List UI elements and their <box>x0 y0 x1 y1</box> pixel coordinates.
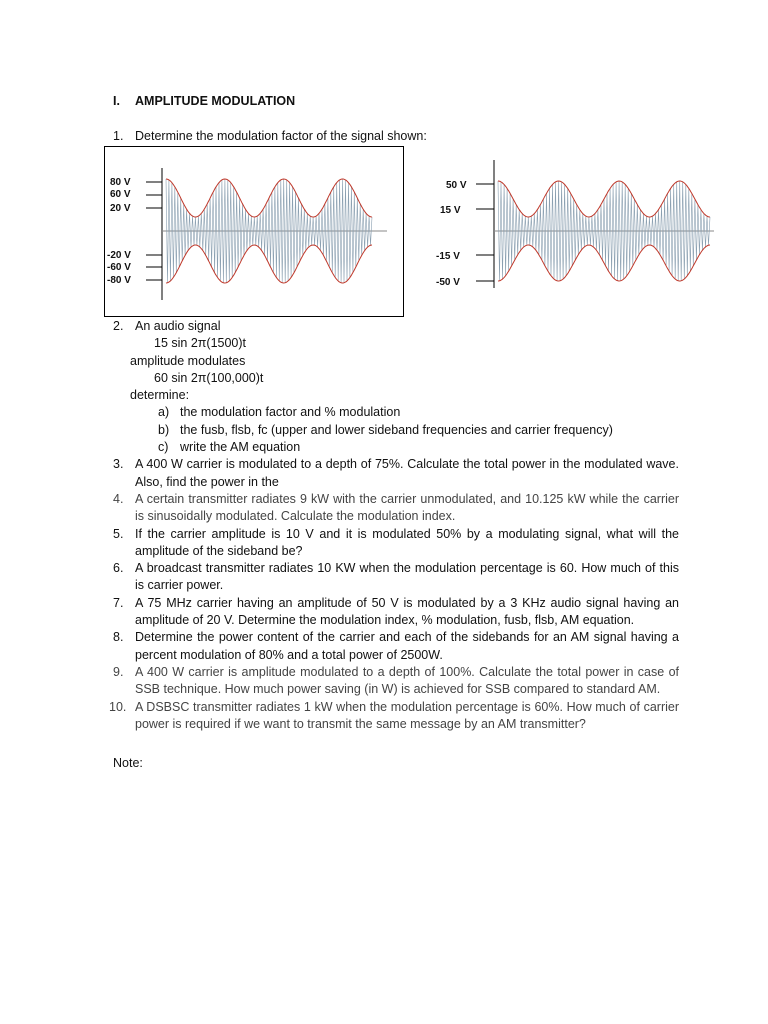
question-number: 9. <box>113 664 124 679</box>
question-2 <box>113 318 679 335</box>
question-number: 5. <box>113 526 124 541</box>
question-list <box>109 318 679 733</box>
question-text: A DSBSC transmitter radiates 1 kW when the modulation percentage is 60%. How much of carrier power is required if we want to transmit the same message by an AM transmitter? <box>135 699 679 731</box>
sub-letter: c) <box>158 440 169 455</box>
tick-label-neg50: -50 V <box>436 277 460 288</box>
question-text: A certain transmitter radiates 9 kW with the carrier unmodulated, and 10.125 kW while the carrier is sinusoidally modulated. Calculate the modulation index. <box>135 491 679 524</box>
section-number: I. <box>113 94 120 108</box>
sub-question <box>113 422 679 439</box>
question-text: A 400 W carrier is modulated to a depth of 75%. Calculate the total power in the modulated wave. Also, find the power in the <box>135 457 679 489</box>
tick-label-neg60: -60 V <box>107 262 131 273</box>
question-number: 2. <box>113 319 124 333</box>
figure-left <box>107 168 387 300</box>
note-label: Note: <box>113 756 143 770</box>
question-number: 6. <box>113 561 124 576</box>
sub-letter: a) <box>158 405 170 420</box>
tick-label-neg15: -15 V <box>436 251 460 262</box>
question-5 <box>113 526 679 561</box>
question-text: A 75 MHz carrier having an amplitude of 50 V is modulated by a 3 KHz audio signal having an amplitude of 20 V. Determine the modulation index, % modulation, fusb, flsb, AM equation. <box>135 595 679 628</box>
tick-label-80: 80 V <box>110 177 131 188</box>
question-text: If the carrier amplitude is 10 V and it is modulated 50% by a modulating signal, what will the amplitude of the sideband be? <box>135 526 679 558</box>
question-text: A 400 W carrier is amplitude modulated to a depth of 100%. Calculate the total power in case of SSB technique. How much power saving (in W) is achieved for SSB compared to standard AM. <box>135 664 679 697</box>
carrier-signal-equation: 60 sin 2π(100,000)t <box>154 370 264 385</box>
question-text: A broadcast transmitter radiates 10 KW when the modulation percentage is 60. How much of this is carrier power. <box>135 561 679 593</box>
question-number: 7. <box>113 595 124 610</box>
sub-text: write the AM equation <box>180 440 301 455</box>
sub-question <box>113 439 679 456</box>
tick-label-20: 20 V <box>110 203 131 214</box>
section-title: AMPLITUDE MODULATION <box>135 94 296 108</box>
question-text: Determine the power content of the carrier and each of the sidebands for an AM signal having a percent modulation of 80% and a total power of 2500W. <box>135 630 679 662</box>
question-number: 1. <box>113 129 124 143</box>
question-text: amplitude modulates <box>130 353 246 368</box>
audio-signal-equation: 15 sin 2π(1500)t <box>154 336 247 351</box>
question-number: 4. <box>113 491 124 506</box>
question-9 <box>113 664 679 699</box>
question-7 <box>113 595 679 630</box>
question-6 <box>113 560 679 595</box>
tick-label-15: 15 V <box>440 205 461 216</box>
question-10 <box>109 699 679 734</box>
question-text: Determine the modulation factor of the signal shown: <box>135 129 427 143</box>
question-8 <box>113 629 679 664</box>
am-signal-figures <box>0 0 768 330</box>
question-text: An audio signal <box>135 319 221 333</box>
tick-label-neg20: -20 V <box>107 250 131 261</box>
sub-text: the modulation factor and % modulation <box>180 405 401 420</box>
question-number: 3. <box>113 457 124 472</box>
sub-text: the fusb, flsb, fc (upper and lower sideband frequencies and carrier frequency) <box>180 422 613 437</box>
question-3 <box>113 456 679 491</box>
tick-label-60: 60 V <box>110 189 131 200</box>
tick-label-50: 50 V <box>446 180 467 191</box>
sub-question <box>113 404 679 421</box>
sub-letter: b) <box>158 422 170 437</box>
tick-label-neg80: -80 V <box>107 275 131 286</box>
figure-right <box>436 160 714 288</box>
question-number: 8. <box>113 630 124 645</box>
question-number: 10. <box>109 699 127 714</box>
question-4 <box>113 491 679 526</box>
question-text: determine: <box>130 388 190 403</box>
